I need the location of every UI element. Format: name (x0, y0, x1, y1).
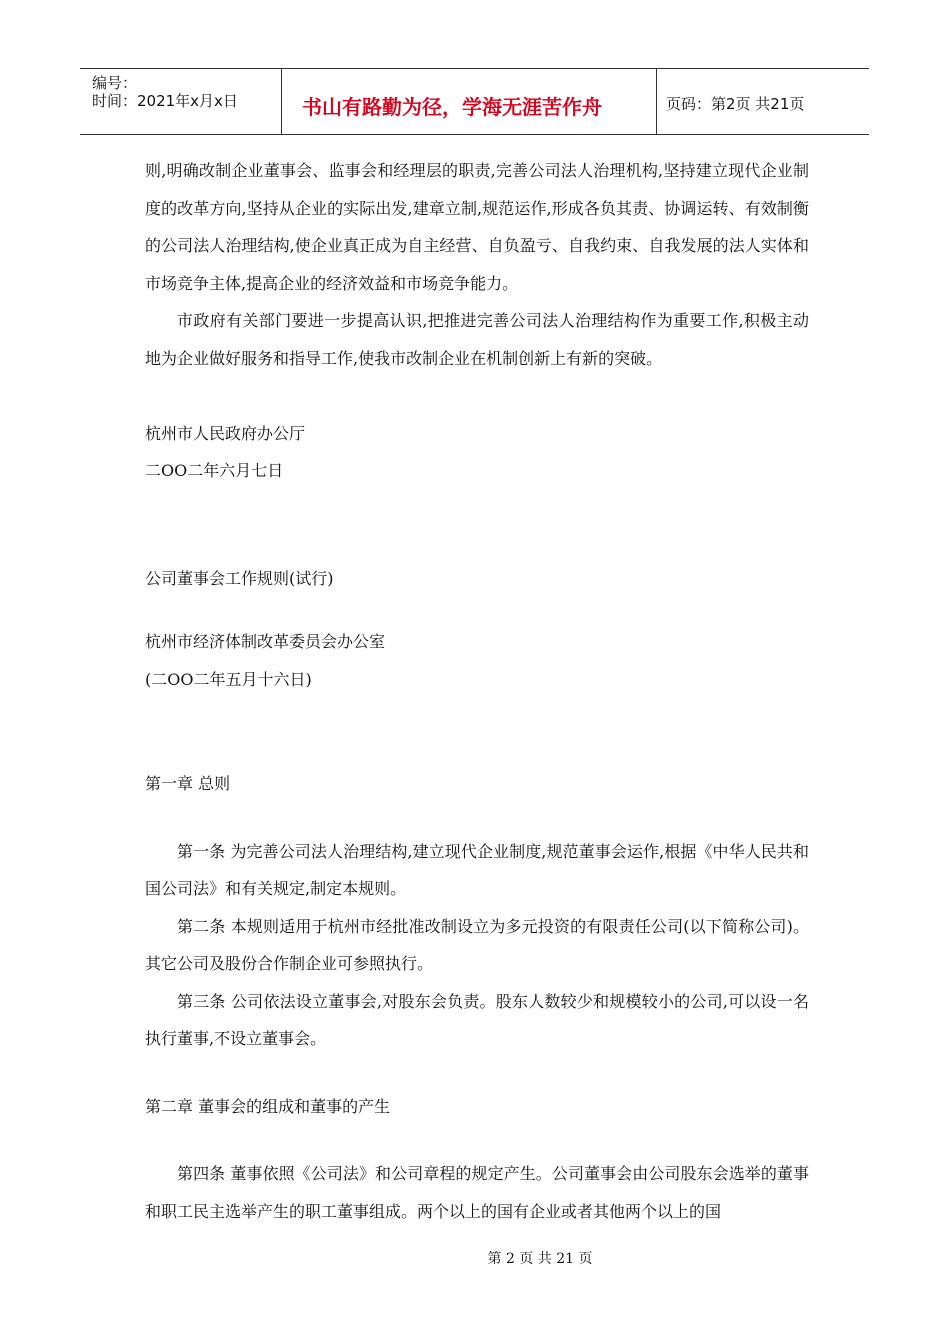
spacer (145, 490, 809, 560)
paragraph-government-departments: 市政府有关部门要进一步提高认识,把推进完善公司法人治理结构作为重要工作,积极主动地为企业做好服务和指导工作,使我市改制企业在机制创新上有新的突破。 (145, 311, 809, 368)
header-motto-cell (281, 69, 657, 134)
document-time-label: 时间：2021年x月x日 (92, 92, 238, 110)
spacer (145, 1058, 809, 1088)
page-header (80, 68, 869, 135)
header-motto: 书山有路勤为径，学海无涯苦作舟 (302, 95, 602, 119)
article-1: 第一条 为完善公司法人治理结构,建立现代企业制度,规范董事会运作,根据《中华人民共和国公司法》和有关规定,制定本规则。 (145, 841, 809, 898)
document-date: (二OO二年五月十六日) (145, 669, 312, 689)
article-2: 第二条 本规则适用于杭州市经批准改制设立为多元投资的有限责任公司(以下简称公司)。其它公司及股份合作制企业可参照执行。 (145, 916, 809, 973)
spacer (145, 698, 809, 765)
spacer (145, 377, 809, 415)
document-number-label: 编号： (92, 74, 138, 92)
paragraph-continuation: 则,明确改制企业董事会、监事会和经理层的职责,完善公司法人治理机构,坚持建立现代企业制度的改革方向,坚持从企业的实际出发,建章立制,规范运作,形成各负其责、协调运转、有效制衡的公司法人治理结构,使企业真正成为自主经营、自负盈亏、自我约束、自我发展的法人实体和市场竞争主体,提高企业的经济效益和市场竞争能力。 (145, 161, 809, 293)
spacer (145, 1125, 809, 1155)
document-body (145, 152, 809, 1230)
article-4: 第四条 董事依照《公司法》和公司章程的规定产生。公司董事会由公司股东会选举的董事和职工民主选举产生的职工董事组成。两个以上的国有企业或者其他两个以上的国 (145, 1164, 809, 1221)
page-footer: 第 2 页 共 21 页 (487, 1251, 593, 1267)
signature-date: 二OO二年六月七日 (145, 461, 284, 480)
chapter-heading-2: 第二章 董事会的组成和董事的产生 (145, 1096, 391, 1116)
spacer (145, 597, 809, 623)
header-page-info: 页码：第2页 共21页 (666, 95, 805, 113)
article-3: 第三条 公司依法设立董事会,对股东会负责。股东人数较少和规模较小的公司,可以设一名执行董事,不设立董事会。 (145, 991, 809, 1048)
header-left-cell (88, 69, 280, 134)
document-organization: 杭州市经济体制改革委员会办公室 (145, 632, 386, 651)
signature-organization: 杭州市人民政府办公厅 (145, 423, 306, 443)
chapter-heading-1: 第一章 总则 (145, 774, 231, 793)
document-title: 公司董事会工作规则(试行) (145, 568, 334, 588)
spacer (145, 803, 809, 833)
